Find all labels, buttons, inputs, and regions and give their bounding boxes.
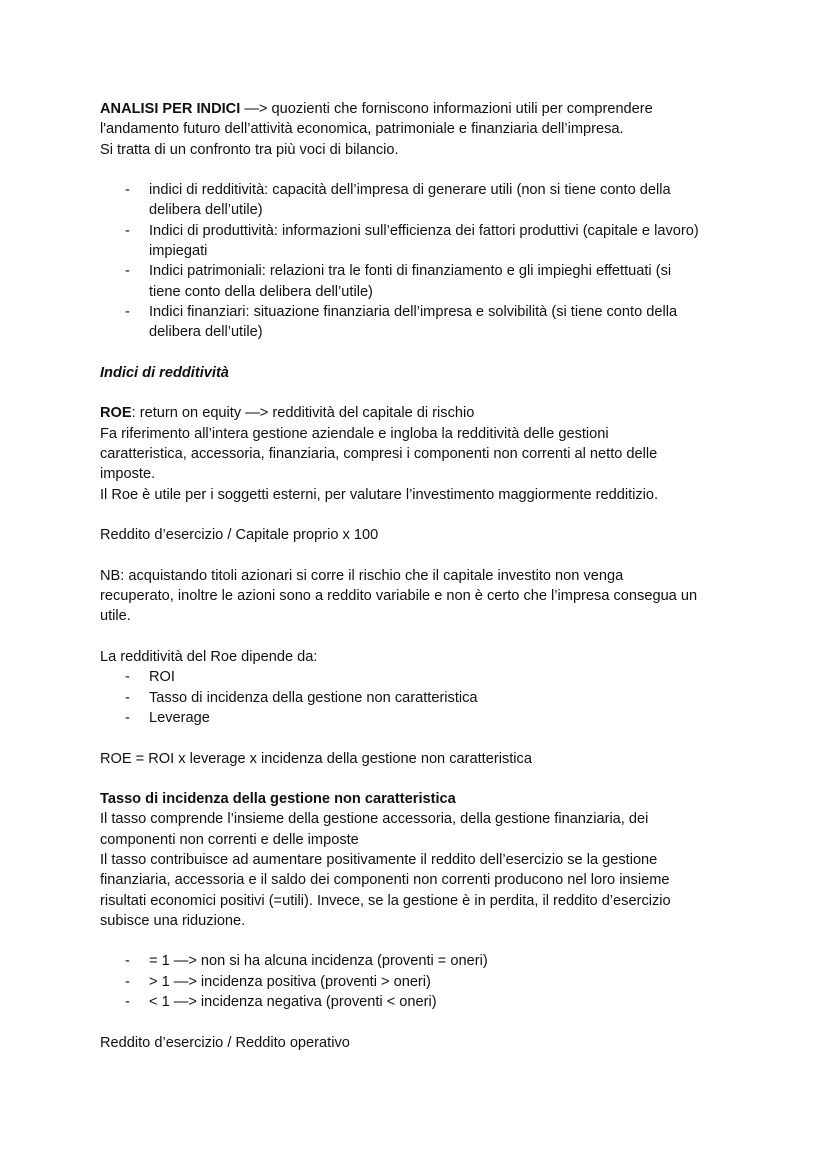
roe-formula: Reddito d’esercizio / Capitale proprio x 100: [100, 527, 379, 544]
paragraph-line: imposte.: [100, 466, 156, 483]
depends-intro: La redditività del Roe dipende da:: [100, 649, 318, 666]
intro-line: ANALISI PER INDICI —> quozienti che forniscono informazioni utili per comprendere: [100, 101, 653, 117]
list-item: - indici di redditività: capacità dell’impresa di generare utili (non si tiene conto della delibera dell’utile): [125, 182, 671, 219]
document-page: [100, 99, 740, 1053]
paragraph-line: Fa riferimento all’intera gestione aziendale e ingloba la redditività delle gestioni: [100, 425, 609, 442]
intro-line: l'andamento futuro dell’attività economica, patrimoniale e finanziaria dell’impresa.: [100, 121, 624, 138]
list-item: - Indici finanziari: situazione finanziaria dell’impresa e solvibilità (si tiene conto della delibera dell’utile): [125, 303, 678, 341]
nb-line: NB: acquistando titoli azionari si corre il rischio che il capitale investito non venga: [100, 567, 624, 584]
section-heading: Indici di redditività: [100, 364, 229, 381]
paragraph-line: Il tasso comprende l’insieme della gestione accessoria, della gestione finanziaria, dei: [100, 811, 649, 828]
paragraph-line: risultati economici positivi (=utili). Invece, se la gestione è in perdita, il reddito d’esercizio: [100, 892, 671, 909]
paragraph-line: componenti non correnti e delle imposte: [100, 831, 359, 848]
list-item: - Tasso di incidenza della gestione non caratteristica: [125, 689, 478, 706]
list-item: - Indici patrimoniali: relazioni tra le fonti di finanziamento e gli impieghi effettuati (si tiene conto della delibera dell’utile): [125, 263, 672, 300]
section-heading: Tasso di incidenza della gestione non caratteristica: [100, 791, 456, 808]
nb-line: recuperato, inoltre le azioni sono a reddito variabile e non è certo che l’impresa consegua un: [100, 588, 698, 605]
list-item: - < 1 —> incidenza negativa (proventi < oneri): [125, 994, 437, 1011]
roe-definition: ROE: return on equity —> redditività del capitale di rischio: [100, 405, 475, 422]
tasso-formula: Reddito d’esercizio / Reddito operativo: [100, 1034, 350, 1051]
paragraph-line: Il Roe è utile per i soggetti esterni, per valutare l’investimento maggiormente redditizio.: [100, 486, 659, 503]
paragraph-line: subisce una riduzione.: [100, 912, 246, 929]
intro-line: Si tratta di un confronto tra più voci di bilancio.: [100, 141, 399, 158]
paragraph-line: finanziaria, accessoria e il saldo dei componenti non correnti producono nel loro insieme: [100, 872, 670, 889]
roe-decomposition-formula: ROE = ROI x leverage x incidenza della gestione non caratteristica: [100, 750, 532, 767]
section-title: ANALISI PER INDICI: [100, 101, 241, 117]
list-item: - = 1 —> non si ha alcuna incidenza (proventi = oneri): [125, 953, 488, 970]
list-item: - Indici di produttività: informazioni sull’efficienza dei fattori produttivi (capitale e lavoro) impiegati: [125, 222, 699, 260]
index-categories-list: [100, 180, 740, 342]
paragraph-line: caratteristica, accessoria, finanziaria, compresi i componenti non correnti al netto delle: [100, 446, 658, 463]
list-item: - Leverage: [125, 709, 210, 726]
paragraph-line: Il tasso contribuisce ad aumentare positivamente il reddito dell’esercizio se la gestione: [100, 851, 658, 868]
nb-line: utile.: [100, 608, 131, 625]
list-item: - ROI: [125, 669, 175, 686]
list-item: - > 1 —> incidenza positiva (proventi > oneri): [125, 973, 431, 990]
